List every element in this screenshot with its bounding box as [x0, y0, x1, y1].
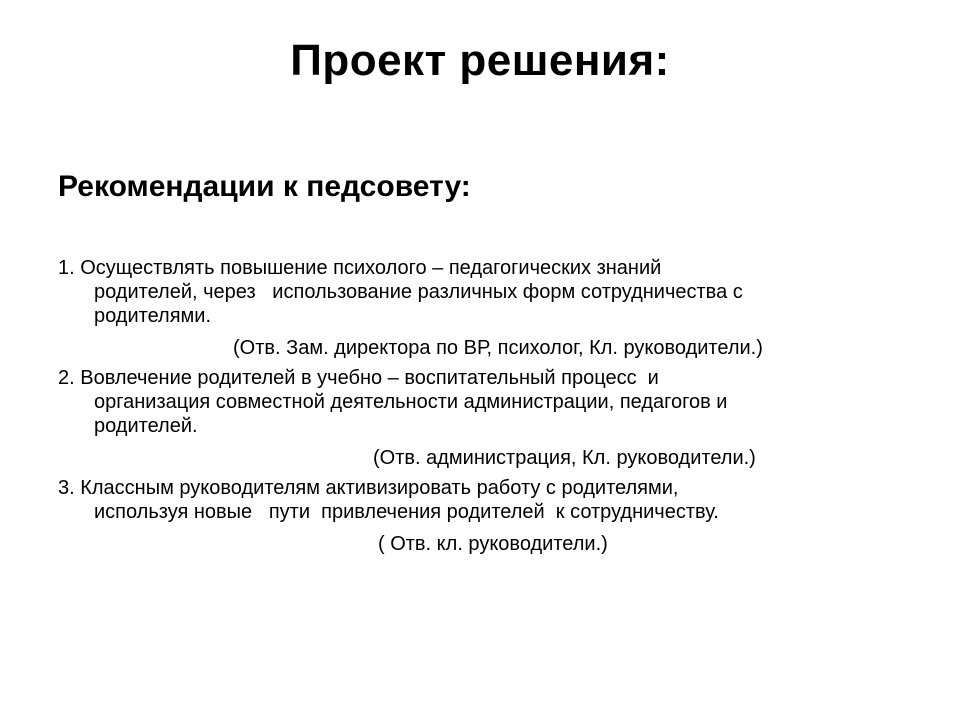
item-3-line-1: 3. Классным руководителям активизировать работу с родителями, — [58, 477, 679, 499]
recommendation-item-1 — [58, 256, 908, 360]
slide-subtitle: Рекомендации к педсовету: — [58, 170, 471, 203]
item-1-line-2: родителей, через использование различных форм сотрудничества с — [94, 281, 743, 303]
item-2-line-3: родителей. — [94, 415, 198, 437]
recommendation-item-3 — [58, 476, 908, 556]
item-2-line-2: организация совместной деятельности администрации, педагогов и — [94, 391, 728, 413]
item-1-responsible: (Отв. Зам. директора по ВР, психолог, Кл. руководители.) — [233, 337, 763, 359]
item-3-line-2: используя новые пути привлечения родителей к сотрудничеству. — [94, 501, 719, 523]
slide-title: Проект решения: — [290, 36, 670, 85]
item-1-line-3: родителями. — [94, 305, 212, 327]
recommendation-item-2 — [58, 366, 908, 470]
item-1-line-1: 1. Осуществлять повышение психолого – педагогических знаний — [58, 257, 662, 279]
item-2-responsible: (Отв. администрация, Кл. руководители.) — [373, 447, 756, 469]
recommendations-list — [58, 256, 908, 562]
item-2-line-1: 2. Вовлечение родителей в учебно – воспитательный процесс и — [58, 367, 659, 389]
item-3-responsible: ( Отв. кл. руководители.) — [378, 533, 608, 555]
